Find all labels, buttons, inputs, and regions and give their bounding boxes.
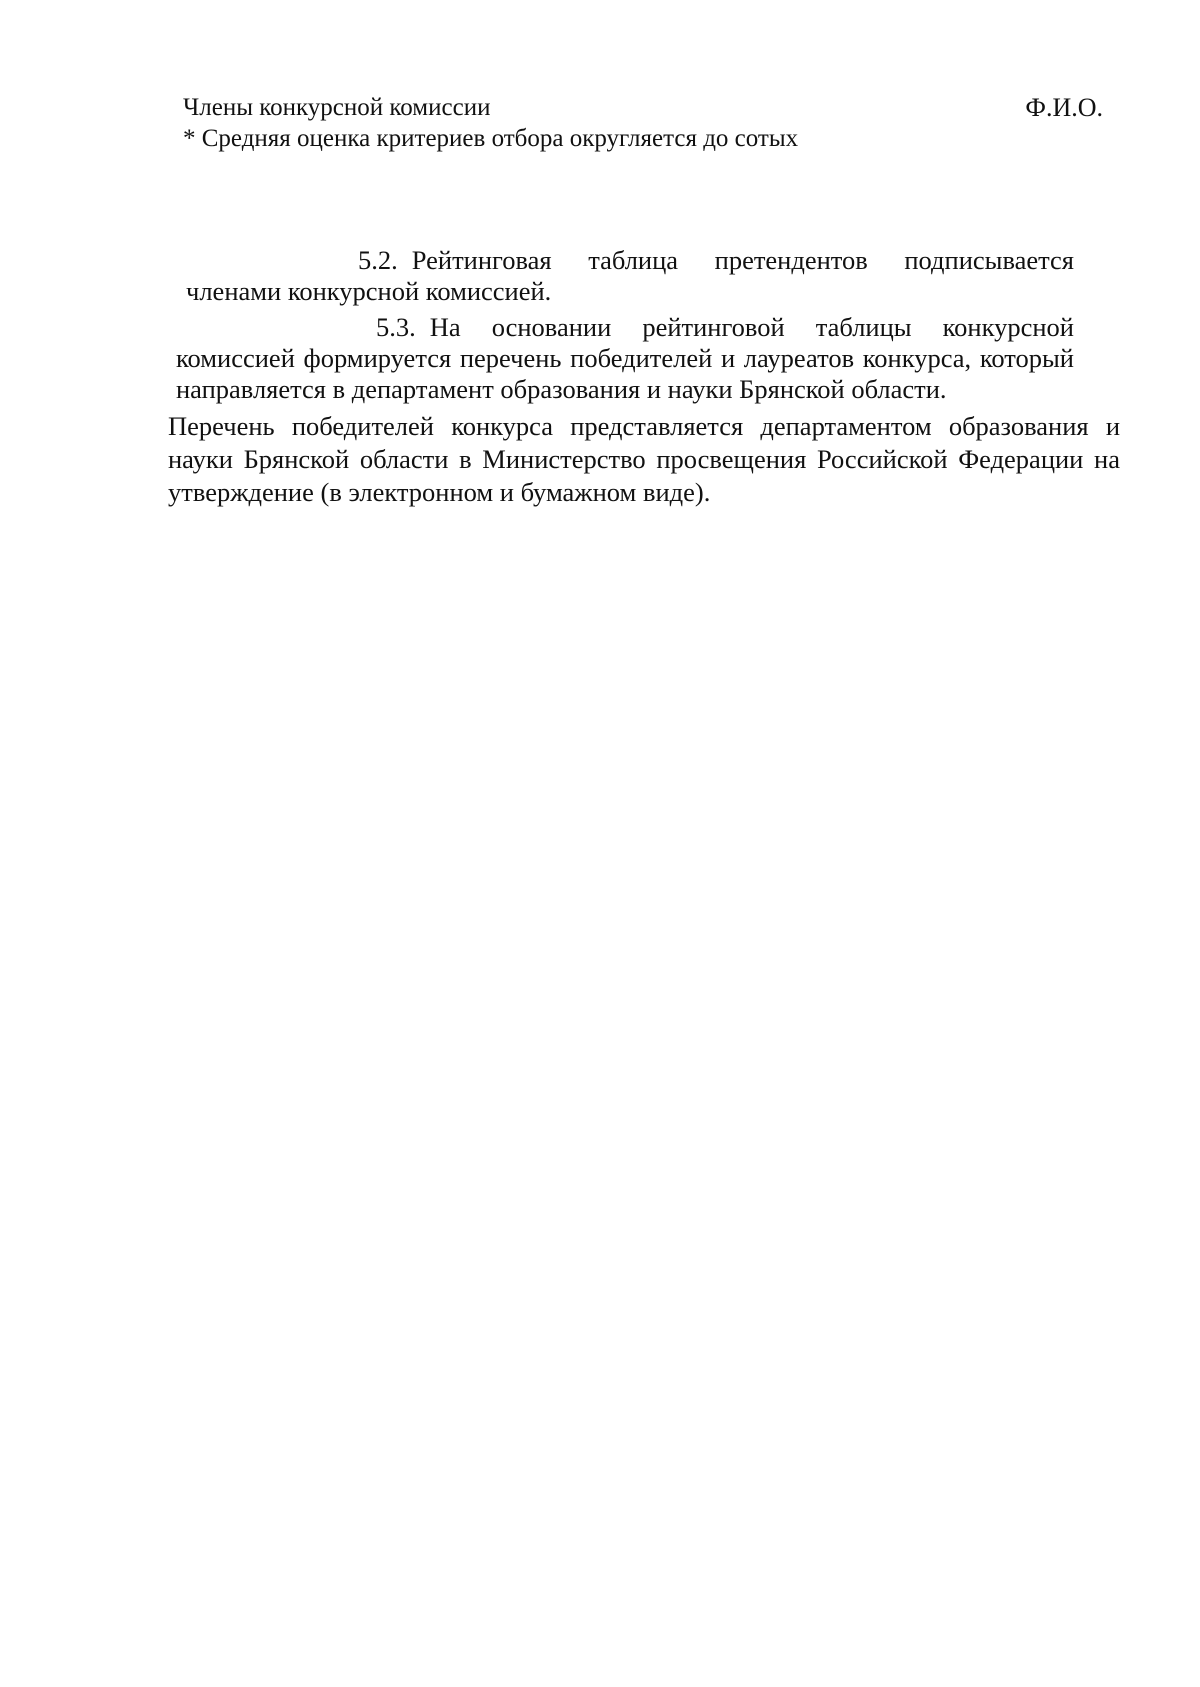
section-5-2-text: Рейтинговая таблица претендентов подписывается членами конкурсной комиссией. [186, 244, 1074, 306]
section-5-3-number: 5.3. [376, 311, 416, 342]
section-5-3 [176, 312, 1074, 405]
section-5-3-text: На основании рейтинговой таблицы конкурсной комиссией формируется перечень победителей и лауреатов конкурса, который направляется в департамент образования и науки Брянской области. [176, 311, 1074, 404]
winners-list-paragraph: Перечень победителей конкурса представляется департаментом образования и науки Брянской области в Министерство просвещения Российской Федерации на утверждение (в электронном и бумажном виде). [168, 410, 1120, 507]
rounding-footnote: * Средняя оценка критериев отбора округляется до сотых [183, 125, 799, 152]
fio-label: Ф.И.О. [1025, 93, 1103, 122]
commission-members-label: Члены конкурсной комиссии [183, 94, 491, 121]
section-5-2-number: 5.2. [358, 244, 398, 275]
section-5-2 [186, 245, 1074, 307]
